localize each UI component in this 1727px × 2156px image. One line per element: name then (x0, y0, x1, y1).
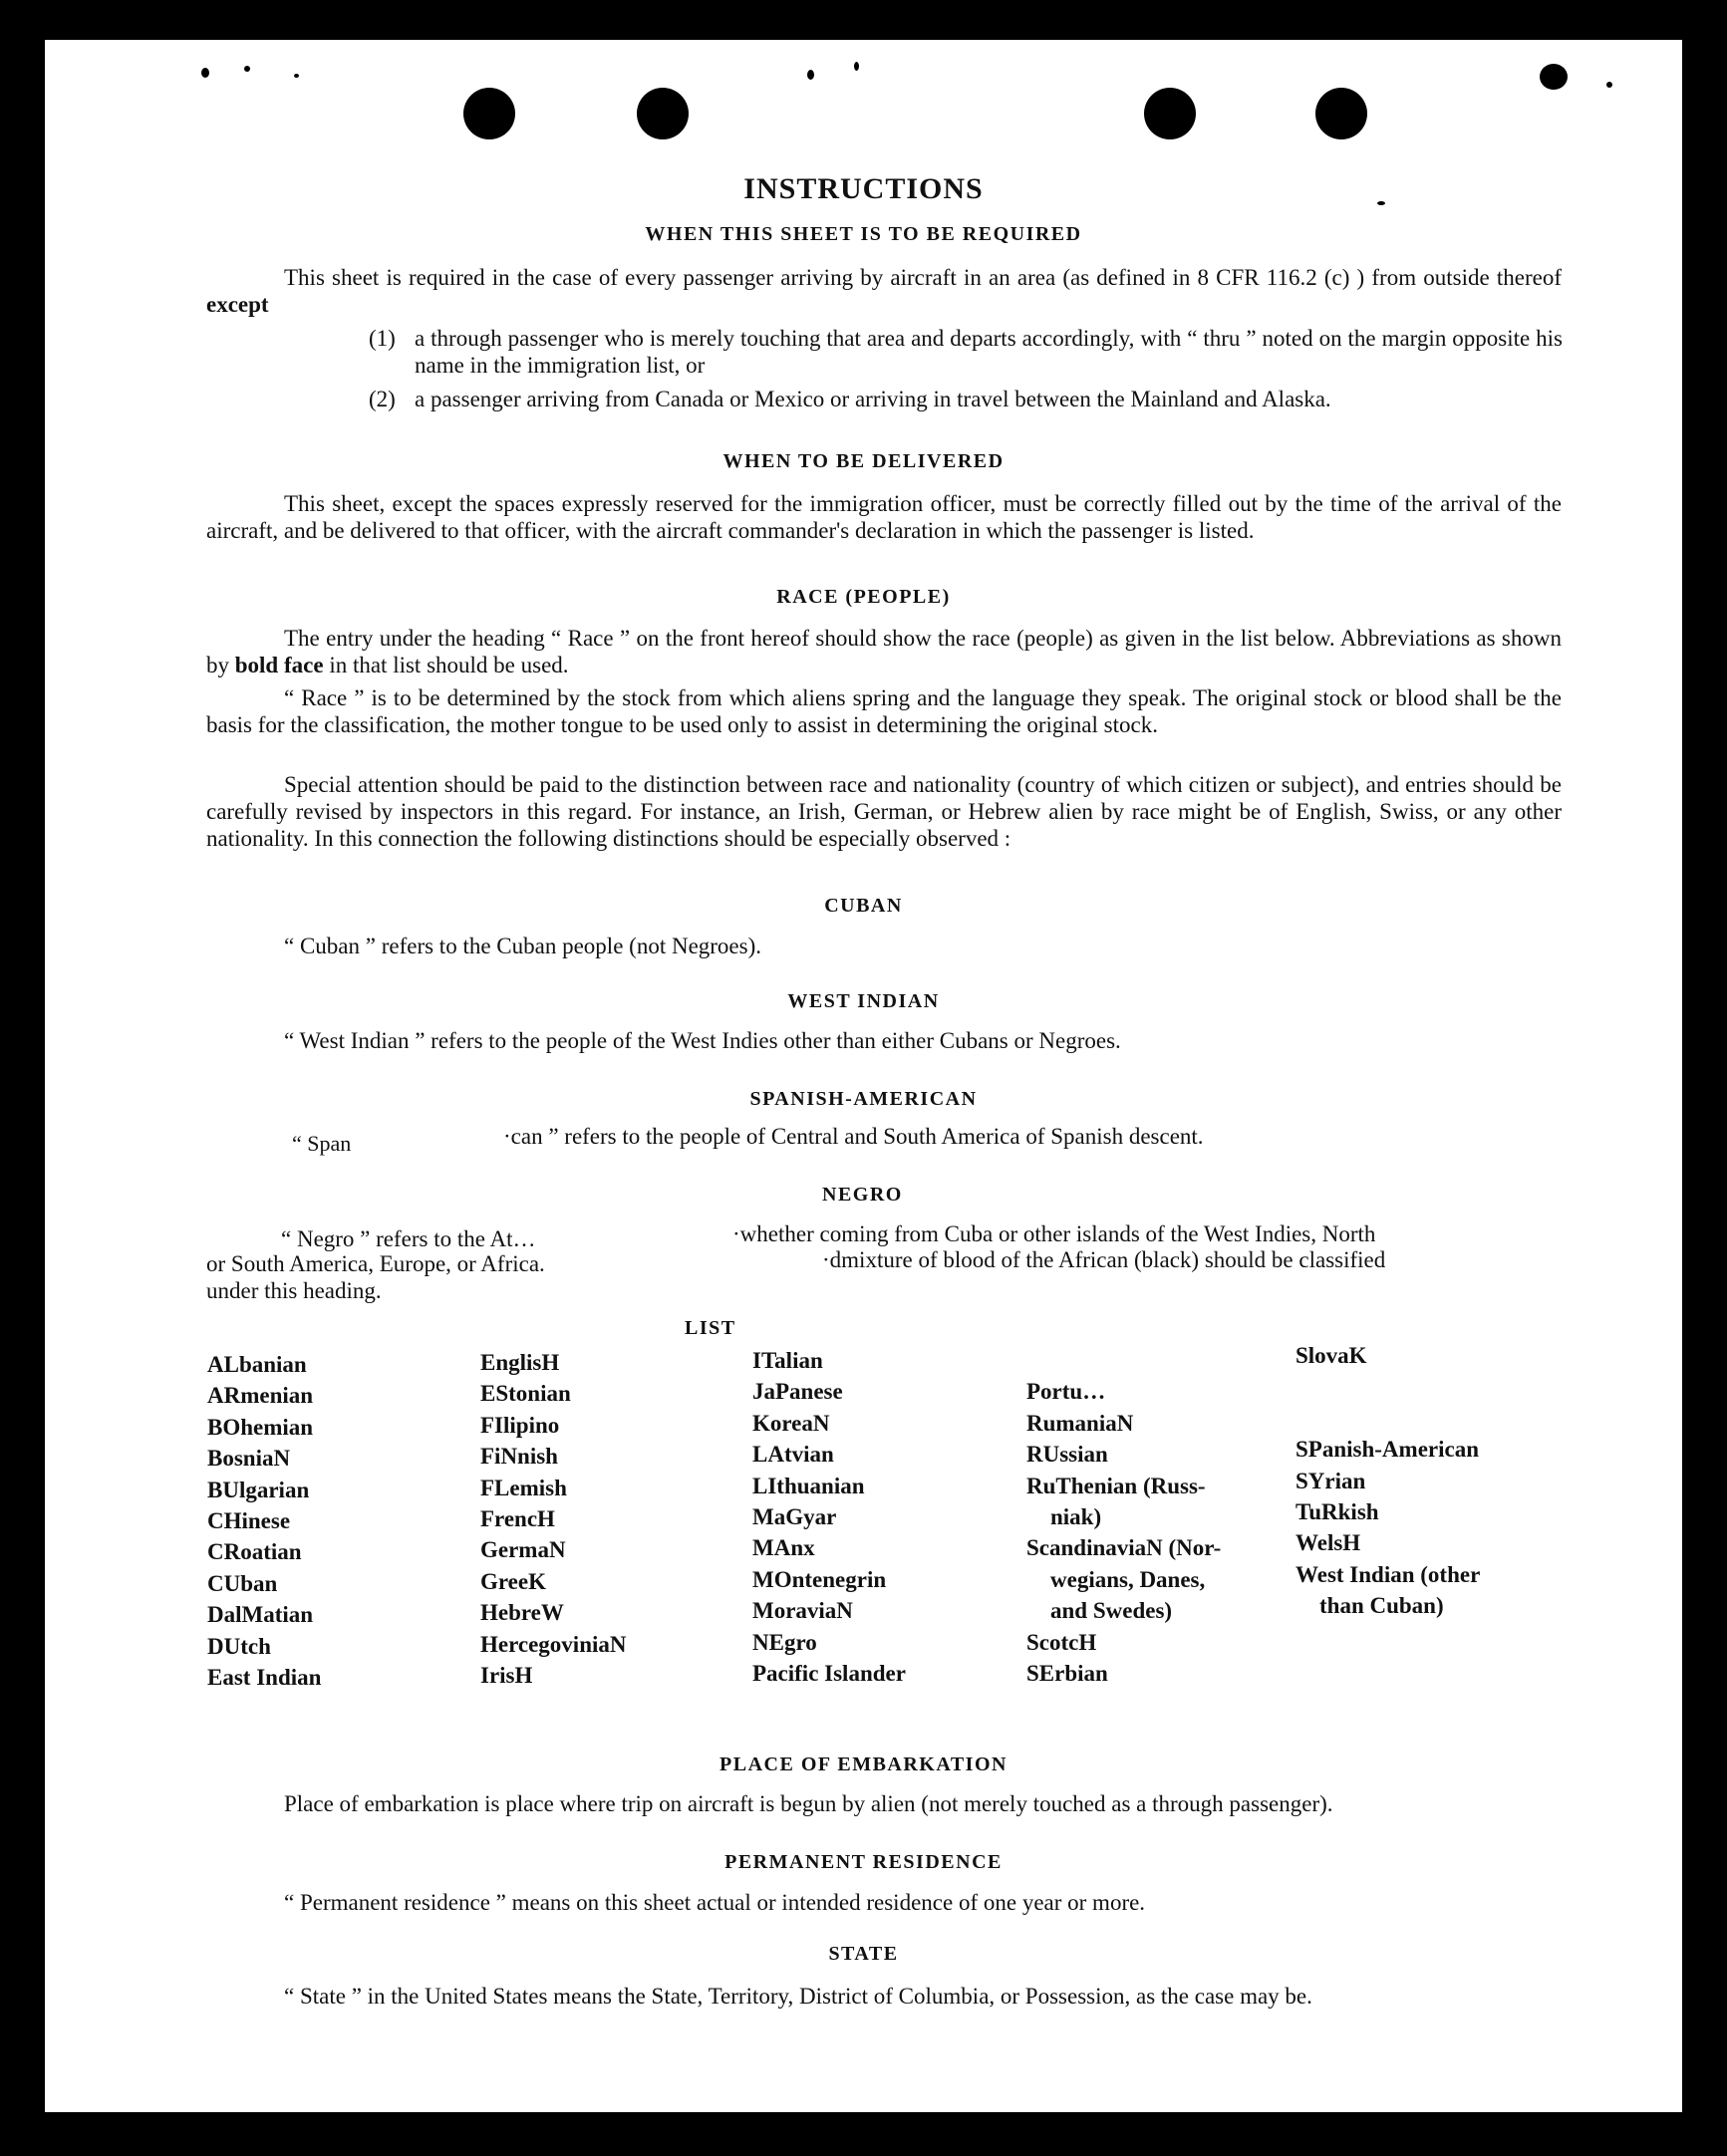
negro-line-2b: ·dmixture of blood of the African (black) should be classified (822, 1247, 1386, 1272)
ink-speck (1540, 64, 1568, 90)
list-item: TuRkish (1295, 1499, 1379, 1525)
list-item: LIthuanian (752, 1473, 865, 1498)
item-number: (1) (369, 326, 396, 351)
list-item-continuation: niak) (1050, 1504, 1102, 1530)
heading-when-delivered: WHEN TO BE DELIVERED (722, 450, 1005, 472)
list-item: WelsH (1295, 1530, 1361, 1556)
heading-when-required: WHEN THIS SHEET IS TO BE REQUIRED (645, 223, 1082, 245)
cuban-text: “ Cuban ” refers to the Cuban people (not Negroes). (284, 934, 762, 958)
heading-cuban: CUBAN (824, 895, 903, 917)
west-indian-text: “ West Indian ” refers to the people of the West Indies other than either Cubans or Negroes. (284, 1028, 1121, 1053)
punch-hole (1144, 88, 1196, 139)
list-item: ScotcH (1026, 1629, 1097, 1655)
required-item-1 (369, 325, 1563, 379)
punch-hole (637, 88, 689, 139)
race-p1-text: The entry under the heading “ Race ” on the front hereof should show the race (people) as given in the list below. Abbreviations as shown by (206, 626, 1562, 677)
list-item (1026, 1345, 1221, 1376)
list-item: BUlgarian (207, 1477, 310, 1502)
ink-speck (244, 66, 250, 72)
ink-speck (807, 70, 814, 80)
list-item: JaPanese (752, 1379, 843, 1405)
list-item: DalMatian (207, 1602, 314, 1628)
list-item (1295, 1403, 1480, 1434)
list-item: RuThenian (Russ- (1026, 1473, 1206, 1498)
list-item: East Indian (207, 1665, 322, 1691)
heading-west-indian: WEST INDIAN (787, 990, 940, 1012)
list-item: Portu… (1026, 1379, 1106, 1405)
heading-list: LIST (685, 1317, 736, 1339)
list-item: CRoatian (207, 1539, 302, 1565)
list-item: MAnx (752, 1535, 815, 1561)
list-item: ALbanian (207, 1352, 307, 1377)
list-item: ITalian (752, 1348, 823, 1373)
delivered-text: This sheet, except the spaces expressly reserved for the immigration officer, must be correctly filled out by the time of the arrival of the aircraft, and be delivered to that officer, with the aircraft commander's declaration in which the passenger is listed. (206, 491, 1562, 543)
item-number: (2) (369, 387, 396, 411)
list-item: GermaN (480, 1537, 566, 1563)
embarkation-text: Place of embarkation is place where trip on aircraft is begun by alien (not merely touched as a through passenger). (284, 1791, 1333, 1816)
list-item: Pacific Islander (752, 1661, 906, 1687)
list-item: MaGyar (752, 1504, 837, 1530)
list-item (1295, 1371, 1480, 1402)
list-item: FLemish (480, 1475, 567, 1500)
ink-speck (201, 68, 209, 78)
list-column-1 (207, 1349, 321, 1693)
list-column-4 (1026, 1345, 1221, 1689)
race-p1-end: in that list should be used. (329, 653, 569, 677)
list-item: RUssian (1026, 1442, 1108, 1468)
list-item: KoreaN (752, 1410, 830, 1436)
list-item: SYrian (1295, 1468, 1366, 1493)
race-p1-bold: bold face (234, 653, 324, 677)
list-item: RumaniaN (1026, 1410, 1134, 1436)
heading-spanish-american: SPANISH-AMERICAN (749, 1088, 978, 1110)
residence-text: “ Permanent residence ” means on this sheet actual or intended residence of one year or more. (284, 1890, 1146, 1915)
list-item: DUtch (207, 1633, 271, 1659)
list-column-3 (752, 1345, 906, 1689)
ink-speck (854, 62, 859, 71)
list-item: EStonian (480, 1381, 571, 1407)
punch-hole (1315, 88, 1367, 139)
negro-line-1b: ·whether coming from Cuba or other islands of the West Indies, North (732, 1221, 1376, 1246)
required-intro (206, 264, 1562, 318)
list-item: SPanish-American (1295, 1437, 1479, 1463)
heading-state: STATE (828, 1943, 899, 1965)
page-title: INSTRUCTIONS (743, 172, 984, 205)
list-item-continuation: and Swedes) (1050, 1598, 1173, 1624)
list-item: NEgro (752, 1629, 817, 1655)
list-item: GreeK (480, 1568, 546, 1594)
heading-negro: NEGRO (822, 1184, 903, 1206)
heading-embarkation: PLACE OF EMBARKATION (720, 1753, 1007, 1775)
list-item: HercegoviniaN (480, 1631, 627, 1657)
spanish-american-fragment: “ Span (292, 1131, 352, 1156)
race-paragraph-3: Special attention should be paid to the distinction between race and nationality (country of which citizen or subject), and entries should be carefully revised by inspectors in this regard. For instance, an Irish, German, or Hebrew alien by race might be of English, Swiss, or any other nationality. In this connection the following distinctions should be especially observed : (206, 772, 1562, 851)
list-item: CUban (207, 1570, 278, 1596)
required-item-2 (369, 386, 1563, 412)
required-intro-text: This sheet is required in the case of every passenger arriving by aircraft in an area (as defined in 8 CFR 116.2 (c) ) from outside thereof (284, 265, 1562, 290)
list-item: SlovaK (1295, 1343, 1367, 1368)
list-item-continuation: wegians, Danes, (1050, 1566, 1206, 1592)
item-text: a through passenger who is merely touching that area and departs accordingly, with “ thru ” noted on the margin opposite his name in the immigration list, or (415, 326, 1563, 378)
list-item: FiNnish (480, 1444, 558, 1470)
negro-line-1a: “ Negro ” refers to the At… (281, 1226, 536, 1251)
list-item: FrencH (480, 1506, 555, 1532)
list-item: SErbian (1026, 1661, 1108, 1687)
negro-line-2a: or South America, Europe, or Africa. (206, 1251, 545, 1276)
heading-race: RACE (PEOPLE) (776, 586, 951, 608)
heading-permanent-residence: PERMANENT RESIDENCE (724, 1851, 1003, 1873)
ink-speck (1606, 82, 1612, 88)
list-item: ARmenian (207, 1383, 314, 1409)
list-item: IrisH (480, 1663, 533, 1689)
list-item: LAtvian (752, 1442, 834, 1468)
state-text: “ State ” in the United States means the State, Territory, District of Columbia, or Possession, as the case may be. (284, 1984, 1312, 2009)
ink-speck (294, 74, 299, 78)
spanish-american-text: ·can ” refers to the people of Central and South America of Spanish descent. (503, 1124, 1204, 1149)
list-item: CHinese (207, 1508, 291, 1534)
list-item: HebreW (480, 1600, 564, 1626)
list-column-2 (480, 1347, 627, 1691)
list-item: MoraviaN (752, 1598, 853, 1624)
list-item: FIlipino (480, 1412, 560, 1438)
list-column-5 (1295, 1340, 1480, 1622)
race-paragraph-1 (206, 625, 1562, 678)
list-item-continuation: than Cuban) (1319, 1593, 1444, 1619)
required-intro-except: except (206, 292, 269, 317)
negro-line-3: under this heading. (206, 1278, 382, 1303)
race-paragraph-2: “ Race ” is to be determined by the stock from which aliens spring and the language they speak. The original stock or blood shall be the basis for the classification, the mother tongue to be used only to assist in determining the original stock. (206, 685, 1562, 737)
list-item: West Indian (other (1295, 1561, 1481, 1587)
list-item: BOhemian (207, 1414, 314, 1440)
item-text: a passenger arriving from Canada or Mexico or arriving in travel between the Mainland and Alaska. (415, 387, 1331, 411)
list-item: EnglisH (480, 1350, 560, 1375)
list-item: ScandinaviaN (Nor- (1026, 1535, 1222, 1561)
list-item: MOntenegrin (752, 1566, 887, 1592)
punch-hole (463, 88, 515, 139)
list-item: BosniaN (207, 1446, 291, 1472)
document-page (45, 40, 1682, 2112)
